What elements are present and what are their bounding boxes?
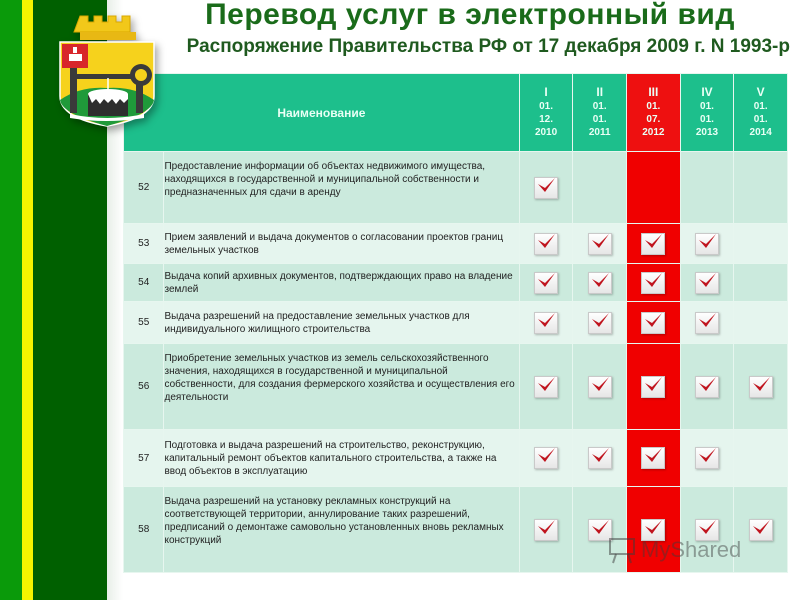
stage-5-cell — [734, 344, 788, 430]
table-row — [124, 430, 788, 487]
table-header-row — [124, 74, 788, 152]
checkmark-icon — [641, 312, 665, 334]
service-name: Приобретение земельных участков из земель сельскохозяйственного значения, находящихся в государственной и муниципальной собственности, для создания фермерского хозяйства и осуществления его деятельности — [164, 344, 519, 430]
service-name: Подготовка и выдача разрешений на строительство, реконструкцию, капитальный ремонт объектов капитального строительства, а также на ввод объектов в эксплуатацию — [164, 430, 519, 487]
stage-day: 01. — [539, 101, 554, 112]
watermark — [607, 536, 741, 564]
checkmark-icon — [588, 376, 612, 398]
stage-month: 01. — [592, 114, 607, 125]
checkmark-icon — [695, 376, 719, 398]
page-title: Перевод услуг в электронный вид — [205, 0, 735, 31]
stage-roman: II — [596, 85, 604, 99]
service-name: Выдача разрешений на установку рекламных конструкций на соответствующей территории, аннулирование таких разрешений, предписаний о демонтаже самовольно установленных вновь рекламных конструкций — [164, 487, 519, 573]
stage-day: 01. — [646, 101, 661, 112]
column-header-stage-4 — [680, 74, 734, 152]
stage-2-cell — [573, 224, 627, 264]
stage-year: 2010 — [534, 127, 558, 138]
name-header-label: Наименование — [277, 105, 366, 120]
row-number: 55 — [124, 302, 164, 344]
stage-2-cell — [573, 344, 627, 430]
column-header-stage-2 — [573, 74, 627, 152]
stage-4-cell — [680, 264, 734, 302]
left-green-band — [0, 0, 22, 600]
stage-1-cell — [519, 224, 573, 264]
table-row — [124, 302, 788, 344]
stage-month: 07. — [646, 114, 661, 125]
checkmark-icon — [588, 447, 612, 469]
stage-5-cell — [734, 487, 788, 573]
services-table — [123, 73, 788, 573]
stage-4-cell — [680, 430, 734, 487]
checkmark-icon — [534, 177, 558, 199]
service-name: Предоставление информации об объектах недвижимого имущества, находящихся в государственной и муниципальной собственности и предназначенных для сдачи в аренду — [164, 152, 519, 224]
stage-year: 2013 — [695, 127, 719, 138]
stage-year: 2012 — [642, 127, 665, 138]
checkmark-icon — [695, 233, 719, 255]
stage-roman: V — [756, 85, 765, 99]
stage-3-cell — [627, 152, 681, 224]
checkmark-icon — [695, 447, 719, 469]
stage-day: 01. — [753, 101, 768, 112]
column-header-stage-1 — [519, 74, 573, 152]
table-body — [124, 152, 788, 573]
stage-3-cell — [627, 224, 681, 264]
column-header-stage-3 — [627, 74, 681, 152]
presentation-board-icon — [607, 536, 637, 564]
stage-3-cell — [627, 430, 681, 487]
stage-3-cell — [627, 344, 681, 430]
stage-2-cell — [573, 264, 627, 302]
stage-year: 2011 — [588, 127, 611, 138]
stage-1-cell — [519, 152, 573, 224]
stage-5-cell — [734, 152, 788, 224]
table-row — [124, 224, 788, 264]
stage-4-cell — [680, 224, 734, 264]
stage-roman: I — [544, 85, 548, 99]
stage-year: 2014 — [749, 127, 772, 138]
stage-3-cell — [627, 302, 681, 344]
service-name: Выдача копий архивных документов, подтверждающих право на владение землей — [164, 264, 519, 302]
row-number: 52 — [124, 152, 164, 224]
checkmark-icon — [641, 233, 665, 255]
checkmark-icon — [641, 272, 665, 294]
stage-5-cell — [734, 430, 788, 487]
stage-roman: III — [648, 85, 659, 99]
stage-1-cell — [519, 430, 573, 487]
stage-1-cell — [519, 302, 573, 344]
row-number: 56 — [124, 344, 164, 430]
watermark-text: MyShared — [641, 537, 742, 562]
column-header-name — [124, 74, 520, 152]
checkmark-icon — [534, 447, 558, 469]
checkmark-icon — [695, 312, 719, 334]
stage-5-cell — [734, 264, 788, 302]
row-number: 58 — [124, 487, 164, 573]
stage-5-cell — [734, 224, 788, 264]
stage-4-cell — [680, 302, 734, 344]
checkmark-icon — [534, 272, 558, 294]
row-number: 57 — [124, 430, 164, 487]
checkmark-icon — [534, 376, 558, 398]
stage-3-cell — [627, 264, 681, 302]
stage-month: 01. — [753, 114, 768, 125]
table-row — [124, 264, 788, 302]
service-name: Выдача разрешений на предоставление земельных участков для индивидуального жилищного строительства — [164, 302, 519, 344]
stage-2-cell — [573, 430, 627, 487]
column-header-stage-5 — [734, 74, 788, 152]
checkmark-icon — [588, 233, 612, 255]
checkmark-icon — [641, 447, 665, 469]
checkmark-icon — [588, 272, 612, 294]
stage-1-cell — [519, 344, 573, 430]
table-row — [124, 152, 788, 224]
checkmark-icon — [695, 272, 719, 294]
stage-5-cell — [734, 302, 788, 344]
stage-4-cell — [680, 344, 734, 430]
row-number: 54 — [124, 264, 164, 302]
checkmark-icon — [588, 312, 612, 334]
stage-day: 01. — [592, 101, 607, 112]
stage-1-cell — [519, 487, 573, 573]
coat-of-arms-emblem — [58, 12, 156, 128]
stage-month: 01. — [700, 114, 714, 125]
stage-roman: IV — [701, 85, 713, 99]
stage-2-cell — [573, 302, 627, 344]
service-name: Прием заявлений и выдача документов о согласовании проектов границ земельных участков — [164, 224, 519, 264]
stage-day: 01. — [700, 101, 714, 112]
checkmark-icon — [534, 233, 558, 255]
stage-2-cell — [573, 152, 627, 224]
checkmark-icon — [534, 312, 558, 334]
checkmark-icon — [749, 519, 773, 541]
checkmark-icon — [749, 376, 773, 398]
page-subtitle: Распоряжение Правительства РФ от 17 декабря 2009 г. N 1993-р — [186, 36, 790, 57]
stage-month: 12. — [539, 114, 554, 125]
left-yellow-stripe — [22, 0, 33, 600]
checkmark-icon — [534, 519, 558, 541]
checkmark-icon — [641, 376, 665, 398]
table-row — [124, 344, 788, 430]
stage-4-cell — [680, 152, 734, 224]
stage-1-cell — [519, 264, 573, 302]
row-number: 53 — [124, 224, 164, 264]
